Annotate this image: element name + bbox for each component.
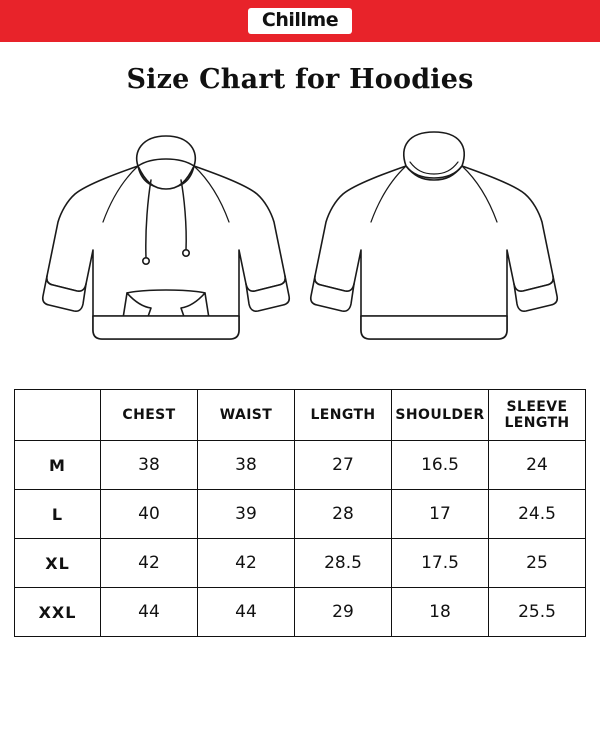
- cell-size: XXL: [15, 588, 101, 637]
- cell-chest: 40: [101, 490, 198, 539]
- cell-sleeve-length: 25.5: [489, 588, 586, 637]
- hoodie-front-illustration: [41, 118, 291, 368]
- brand-logo: [248, 8, 352, 34]
- cell-sleeve-length: 24: [489, 441, 586, 490]
- cell-waist: 42: [198, 539, 295, 588]
- table-row: [15, 441, 586, 490]
- table-row: [15, 539, 586, 588]
- brand-bar: [0, 0, 600, 42]
- table-header-shoulder: SHOULDER: [392, 390, 489, 441]
- table-row: [15, 588, 586, 637]
- cell-chest: 38: [101, 441, 198, 490]
- cell-size: M: [15, 441, 101, 490]
- cell-size: L: [15, 490, 101, 539]
- table-row: [15, 490, 586, 539]
- brand-name: Chillme: [261, 9, 339, 31]
- size-table-wrapper: [14, 389, 586, 637]
- table-header-chest: CHEST: [101, 390, 198, 441]
- cell-length: 27: [295, 441, 392, 490]
- cell-length: 28.5: [295, 539, 392, 588]
- size-table: [14, 389, 586, 637]
- cell-length: 29: [295, 588, 392, 637]
- table-header-size: [15, 390, 101, 441]
- table-body: [15, 441, 586, 637]
- cell-waist: 39: [198, 490, 295, 539]
- cell-shoulder: 17: [392, 490, 489, 539]
- cell-chest: 42: [101, 539, 198, 588]
- table-header-waist: WAIST: [198, 390, 295, 441]
- table-header: [15, 390, 586, 441]
- page-title: Size Chart for Hoodies: [126, 64, 474, 95]
- hoodie-illustration-group: [0, 109, 600, 377]
- cell-size: XL: [15, 539, 101, 588]
- cell-sleeve-length: 25: [489, 539, 586, 588]
- cell-length: 28: [295, 490, 392, 539]
- cell-chest: 44: [101, 588, 198, 637]
- table-header-length: LENGTH: [295, 390, 392, 441]
- cell-waist: 38: [198, 441, 295, 490]
- table-header-row: [15, 390, 586, 441]
- table-header-sleeve-length: SLEEVE LENGTH: [489, 390, 586, 441]
- cell-shoulder: 17.5: [392, 539, 489, 588]
- cell-shoulder: 16.5: [392, 441, 489, 490]
- cell-shoulder: 18: [392, 588, 489, 637]
- cell-waist: 44: [198, 588, 295, 637]
- cell-sleeve-length: 24.5: [489, 490, 586, 539]
- hoodie-back-illustration: [309, 118, 559, 368]
